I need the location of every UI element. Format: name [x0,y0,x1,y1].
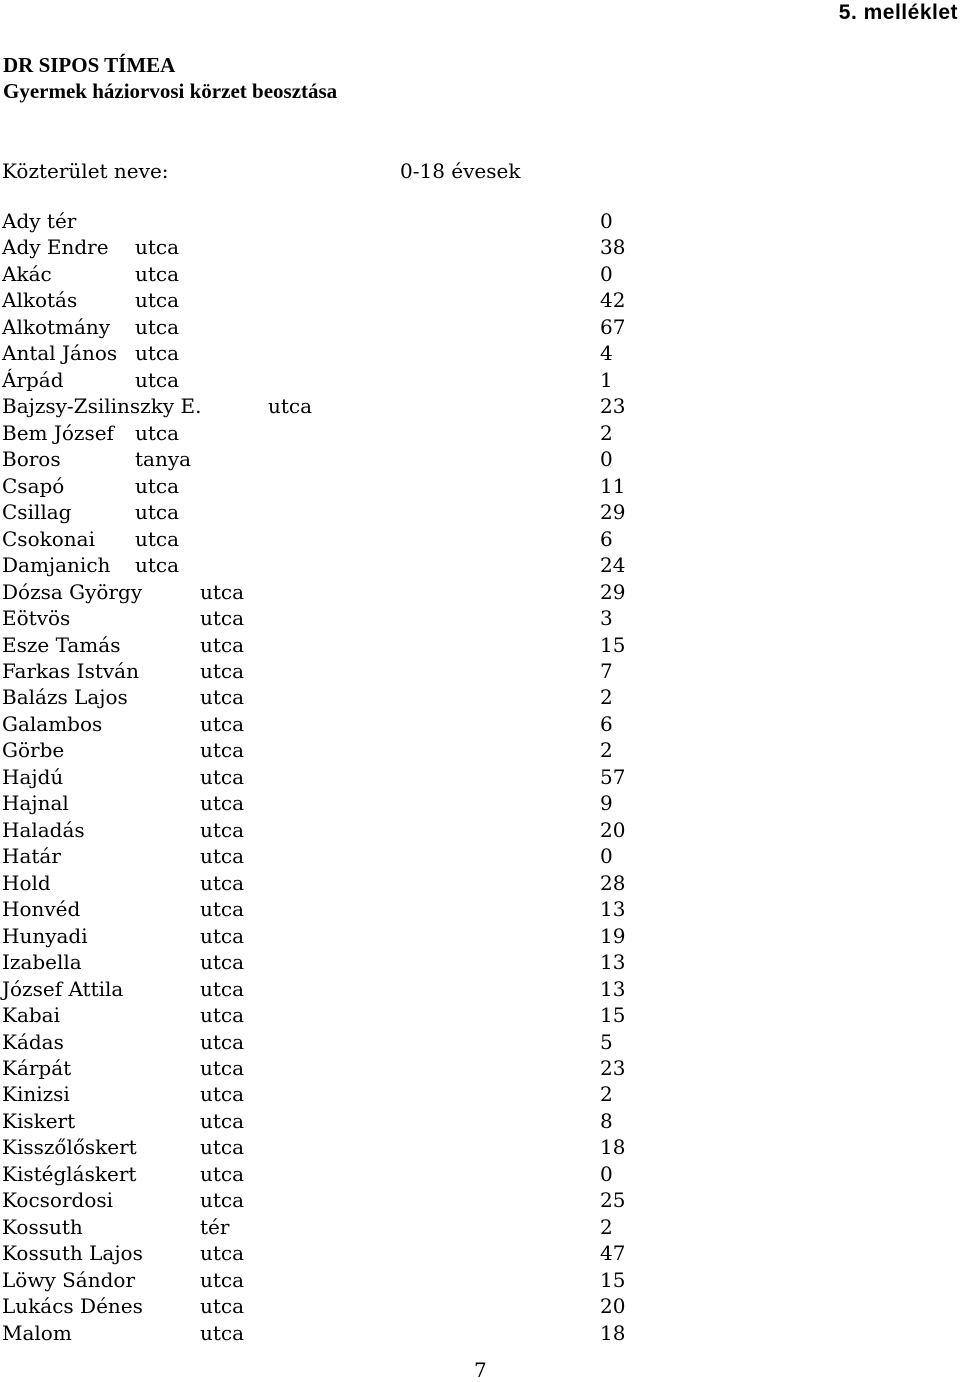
street-name: Csapó [2,473,65,498]
child-count: 47 [600,1241,626,1266]
street-type: utca [200,685,245,710]
street-name: Hajnal [2,791,69,816]
street-type: utca [135,526,180,551]
street-type: utca [200,1161,245,1186]
list-item [0,420,960,446]
list-item [0,287,960,313]
street-name: Damjanich [2,553,111,578]
child-count: 38 [600,235,626,260]
street-type: utca [200,950,245,975]
child-count: 3 [600,606,613,631]
street-type: utca [200,579,245,604]
street-name: Malom [2,1320,72,1345]
child-count: 2 [600,685,613,710]
street-name: Alkotás [2,288,78,313]
street-name: Eötvös [2,606,71,631]
street-name: Balázs Lajos [2,685,128,710]
list-item [0,949,960,975]
street-type: utca [200,606,245,631]
child-count: 11 [600,473,626,498]
street-type: utca [135,288,180,313]
list-item [0,526,960,552]
child-count: 19 [600,923,626,948]
list-item [0,261,960,287]
street-type: utca [135,420,180,445]
street-name: Kádas [2,1029,64,1054]
child-count: 57 [600,764,626,789]
street-type: utca [135,261,180,286]
street-type: utca [135,341,180,366]
list-item [0,790,960,816]
street-type: utca [200,764,245,789]
child-count: 0 [600,261,613,286]
child-count: 18 [600,1320,626,1345]
list-item [0,976,960,1002]
street-name: Bajzsy-Zsilinszky E. [2,394,202,419]
list-item [0,446,960,472]
document-subtitle: Gyermek háziorvosi körzet beosztása [3,79,338,103]
street-list [0,208,960,1346]
street-name: Hunyadi [2,923,88,948]
street-type: utca [200,738,245,763]
child-count: 0 [600,209,613,233]
list-item [0,1055,960,1081]
street-name: Boros [2,447,61,472]
street-name: Farkas István [2,658,139,683]
list-item [0,896,960,922]
doctor-name: DR SIPOS TÍMEA [3,53,176,77]
list-item [0,499,960,525]
street-name: Esze Tamás [2,632,121,657]
list-item [0,817,960,843]
street-type: utca [200,1320,245,1345]
list-item [0,1161,960,1187]
street-type: utca [200,1188,245,1213]
column-header-count: 0-18 évesek [400,159,521,183]
list-item [0,1240,960,1266]
child-count: 20 [600,817,626,842]
child-count: 2 [600,420,613,445]
street-name: Határ [2,844,61,869]
street-type: utca [135,473,180,498]
street-name: Lukács Dénes [2,1294,143,1319]
street-type: utca [200,1082,245,1107]
street-type: utca [200,658,245,683]
list-item [0,1320,960,1346]
list-item [0,1108,960,1134]
child-count: 1 [600,367,613,392]
street-type: utca [200,711,245,736]
child-count: 28 [600,870,626,895]
street-type: utca [200,1294,245,1319]
list-item [0,843,960,869]
child-count: 8 [600,1108,613,1133]
list-item [0,1081,960,1107]
street-name: Árpád [2,367,64,392]
child-count: 29 [600,500,626,525]
list-item [0,764,960,790]
street-name: Honvéd [2,897,81,922]
street-name: Görbe [2,738,65,763]
street-name: Dózsa György [2,579,143,604]
child-count: 2 [600,1082,613,1107]
child-count: 18 [600,1135,626,1160]
list-item [0,1029,960,1055]
list-item [0,684,960,710]
child-count: 20 [600,1294,626,1319]
street-type: utca [268,394,313,419]
street-name: Kistégláskert [2,1161,137,1186]
child-count: 0 [600,1161,613,1186]
child-count: 2 [600,1214,613,1239]
street-name: Hold [2,870,51,895]
child-count: 67 [600,314,626,339]
child-count: 29 [600,579,626,604]
list-item [0,1267,960,1293]
list-item [0,579,960,605]
list-item [0,632,960,658]
annex-label: 5. melléklet [838,1,958,24]
child-count: 23 [600,394,626,419]
street-type: utca [200,1108,245,1133]
street-name: Hajdú [2,764,64,789]
list-item [0,1187,960,1213]
street-name: Galambos [2,711,103,736]
street-name: Kisszőlőskert [2,1135,137,1160]
child-count: 23 [600,1056,626,1080]
street-name: Haladás [2,817,85,842]
child-count: 15 [600,1003,626,1028]
street-type: utca [200,1003,245,1028]
street-type: utca [135,235,180,260]
street-name: Alkotmány [2,314,111,339]
street-type: utca [200,1241,245,1266]
street-name: Kossuth Lajos [2,1241,143,1266]
street-name: Ady Endre [2,235,109,260]
child-count: 5 [600,1029,613,1054]
list-item [0,737,960,763]
street-name: Akác [2,261,52,286]
street-name: Csillag [2,500,72,525]
street-name: Kiskert [2,1108,76,1133]
street-name: Csokonai [2,526,95,551]
child-count: 7 [600,658,613,683]
street-name: Bem József [2,420,114,445]
page-number: 7 [474,1358,487,1382]
street-name: József Attila [2,976,124,1001]
street-type: utca [135,500,180,525]
list-item [0,473,960,499]
child-count: 4 [600,341,613,366]
child-count: 13 [600,976,626,1001]
street-type: utca [135,314,180,339]
child-count: 13 [600,897,626,922]
street-type: utca [200,923,245,948]
column-header-street: Közterület neve: [2,159,169,183]
list-item [0,234,960,260]
street-name: Antal János [2,341,118,366]
street-type: utca [200,791,245,816]
child-count: 9 [600,791,613,816]
list-item [0,1293,960,1319]
street-name: Kárpát [2,1056,72,1080]
child-count: 2 [600,738,613,763]
list-item [0,1134,960,1160]
list-item [0,314,960,340]
child-count: 25 [600,1188,626,1213]
list-item [0,1002,960,1028]
street-type: utca [135,367,180,392]
street-type: utca [200,1267,245,1292]
child-count: 15 [600,1267,626,1292]
child-count: 13 [600,950,626,975]
list-item [0,605,960,631]
list-item [0,208,960,234]
street-type: utca [200,844,245,869]
child-count: 42 [600,288,626,313]
street-type: utca [200,1135,245,1160]
street-type: tanya [135,447,192,472]
child-count: 6 [600,711,613,736]
street-type: utca [200,1056,245,1080]
street-type: utca [200,976,245,1001]
street-name: Kossuth [2,1214,83,1239]
list-item [0,923,960,949]
street-type: utca [200,1029,245,1054]
list-item [0,870,960,896]
list-item [0,658,960,684]
street-name: Kinizsi [2,1082,70,1107]
child-count: 0 [600,844,613,869]
list-item [0,711,960,737]
street-name: Löwy Sándor [2,1267,136,1292]
street-type: utca [200,632,245,657]
child-count: 6 [600,526,613,551]
child-count: 24 [600,553,626,578]
street-type: utca [200,817,245,842]
list-item [0,367,960,393]
street-name: Kocsordosi [2,1188,114,1213]
child-count: 0 [600,447,613,472]
child-count: 15 [600,632,626,657]
street-name: Izabella [2,950,82,975]
list-item [0,552,960,578]
street-name: Kabai [2,1003,60,1028]
list-item [0,393,960,419]
street-type: utca [200,897,245,922]
list-item [0,1214,960,1240]
street-type: utca [135,553,180,578]
street-type: utca [200,870,245,895]
list-item [0,340,960,366]
street-type: tér [200,1214,230,1239]
street-name: Ady tér [2,209,77,233]
